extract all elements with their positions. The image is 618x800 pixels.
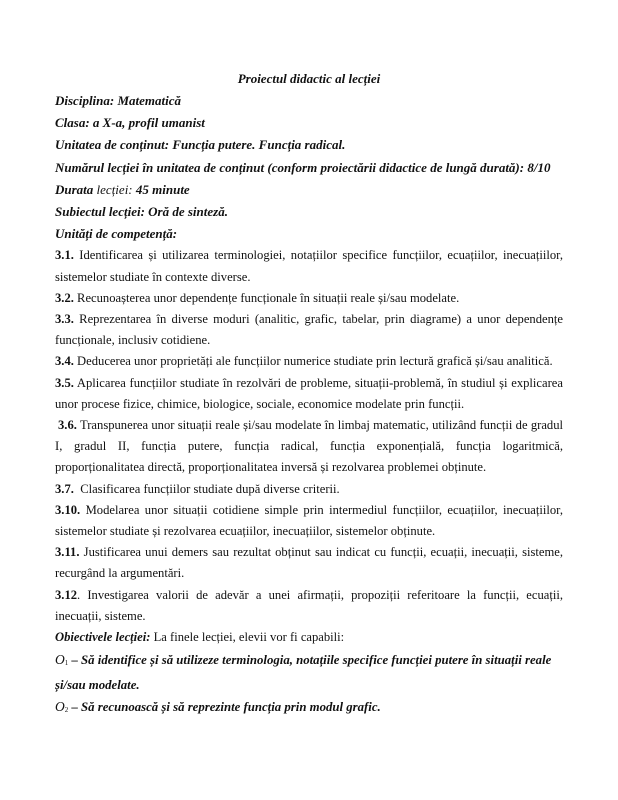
competency-item xyxy=(55,479,563,500)
meta-disciplina: Disciplina: Matematică xyxy=(55,93,182,108)
competency-text: Reprezentarea în diverse moduri (analitic, grafic, tabelar, prin diagrame) a unor dependențe funcționale, inclusiv cotidiene. xyxy=(55,312,563,348)
meta-unitatea: Unitatea de conținut: Funcția putere. Funcția radical. xyxy=(55,137,346,153)
competency-item xyxy=(55,585,563,627)
durata-label: Durata xyxy=(55,181,94,197)
competency-number: 3.10. xyxy=(55,502,81,517)
document-page xyxy=(55,68,563,721)
objectives-heading xyxy=(55,627,563,649)
objective-text: – Să identifice și să utilizeze terminologia, notațiile specifice funcției putere în situații reale și/sau modelate. xyxy=(55,652,552,692)
meta-subiectul: Subiectul lecției: Oră de sinteză. xyxy=(55,204,228,220)
competency-text: Clasificarea funcțiilor studiate după diverse criterii. xyxy=(80,481,340,496)
objective-item xyxy=(55,649,563,696)
meta-numarul-lectiei: Numărul lecției în unitatea de conținut (conform proiectării didactice de lungă durată): 8/10 xyxy=(55,159,551,175)
competency-text: Justificarea unui demers sau rezultat obținut sau indicat cu funcții, ecuații, inecuații, sisteme, recurgând la argumentări. xyxy=(55,545,564,581)
competency-number: 3.11. xyxy=(55,545,80,560)
objective-symbol-letter: O xyxy=(55,651,65,667)
durata-label-lectiei: lecției: xyxy=(96,181,133,197)
competency-item xyxy=(55,288,563,309)
objective-symbol xyxy=(55,652,68,667)
objective-index: 1 xyxy=(64,658,69,667)
competency-text: Identificarea și utilizarea terminologiei, notațiilor specifice funcțiilor, ecuațiilor, inecuațiilor, sistemelor studiate în contexte diverse. xyxy=(55,248,563,284)
competency-number: 3.5. xyxy=(55,375,74,390)
competency-text: Aplicarea funcțiilor studiate în rezolvări de probleme, situații-problemă, în studiul și explicarea unor procese fizice, chimice, biologice, sociale, economice modelate prin funcții. xyxy=(55,375,563,411)
competency-text: Recunoașterea unor dependențe funcționale în situații reale și/sau modelate. xyxy=(77,290,460,305)
competency-text: . Investigarea valorii de adevăr a unei afirmații, propoziții referitoare la funcții, ecuații, inecuații, sisteme. xyxy=(55,587,563,623)
objective-index: 2 xyxy=(64,705,69,714)
competency-item xyxy=(55,415,563,479)
competency-text: Modelarea unor situații cotidiene simple prin intermediul funcțiilor, ecuațiilor, inecuațiilor, sistemelor studiate și rezolvarea ecuațiilor, inecuațiilor, sistemelor obținute. xyxy=(55,502,563,539)
competency-item xyxy=(55,309,563,351)
competency-number: 3.4. xyxy=(55,354,74,369)
objective-item xyxy=(55,696,563,721)
competency-item xyxy=(55,373,563,415)
objective-text: – Să recunoască și să reprezinte funcția prin modul grafic. xyxy=(68,699,381,714)
competency-number: 3.1. xyxy=(55,248,74,263)
competency-text: Deducerea unor proprietăți ale funcțiilor numerice studiate prin lectură grafică și/sau analitică. xyxy=(77,354,553,369)
competency-number: 3.6. xyxy=(58,418,77,433)
competency-number: 3.12 xyxy=(55,587,78,602)
competency-text: Transpunerea unor situații reale și/sau modelate în limbaj matematic, utilizând funcții de gradul I, gradul II, funcția putere, funcția radical, funcția exponențială, funcția logaritmică, proporționalitatea directă, proporționalitatea inversă și rezolvarea problemei obținute. xyxy=(55,418,564,475)
competency-item xyxy=(55,500,563,542)
competency-number: 3.3. xyxy=(55,312,74,327)
durata-value: 45 minute xyxy=(135,181,190,197)
competency-number: 3.2. xyxy=(55,290,74,305)
objectives-label: Obiectivele lecției: xyxy=(55,630,151,645)
objective-symbol-letter: O xyxy=(55,698,65,714)
competency-number: 3.7. xyxy=(55,481,74,496)
objective-symbol xyxy=(55,699,68,714)
objectives-intro: La finele lecției, elevii vor fi capabili: xyxy=(153,630,345,645)
competency-item xyxy=(55,542,563,584)
meta-clasa: Clasa: a X-a, profil umanist xyxy=(55,115,205,131)
meta-durata xyxy=(55,179,563,201)
competency-item xyxy=(55,351,563,372)
document-title: Proiectul didactic al lecției xyxy=(237,71,381,86)
competencies-heading: Unități de competență: xyxy=(55,226,178,242)
competency-item xyxy=(55,245,563,287)
